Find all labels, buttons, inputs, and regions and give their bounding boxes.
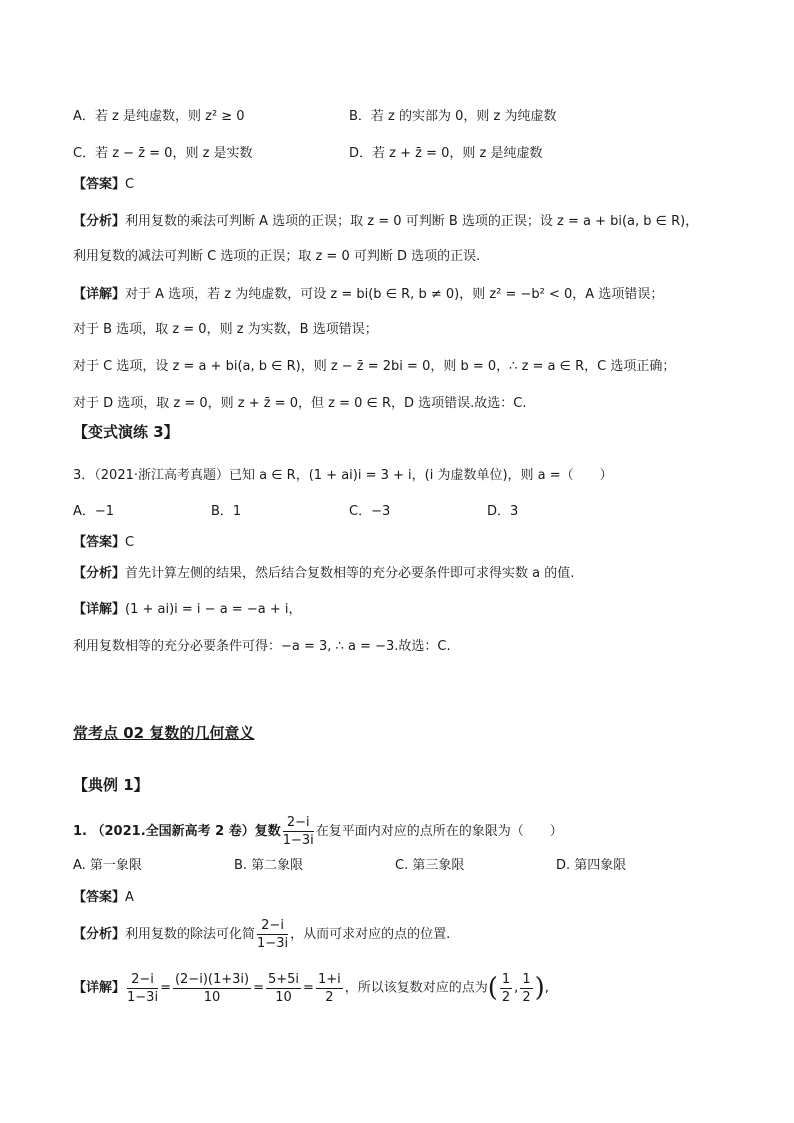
example-option-c: C. 第三象限 <box>395 858 465 873</box>
analysis-fraction <box>257 917 288 952</box>
example-answer-label: 【答案】 <box>73 890 126 905</box>
right-paren: ) <box>534 973 545 1003</box>
analysis-fraction-denominator: 1−3i <box>257 936 289 951</box>
example-analysis-prefix: 利用复数的除法可化简 <box>125 927 256 942</box>
detail-label: 【详解】 <box>73 287 126 302</box>
example-heading: 【典例 1】 <box>73 776 149 794</box>
example-analysis-line <box>73 915 450 955</box>
point-fraction-1 <box>500 971 512 1006</box>
detail-line-2: 对于 B 选项，取 z = 0，则 z 为实数，B 选项错误； <box>73 322 378 337</box>
variant-answer-line <box>73 533 134 553</box>
answer-label: 【答案】 <box>73 177 126 192</box>
variant-detail-label: 【详解】 <box>73 602 126 617</box>
section-title: 常考点 02 复数的几何意义 <box>73 724 255 742</box>
example-answer-line <box>73 888 134 908</box>
example-option-b: B. 第二象限 <box>234 858 304 873</box>
variant-option-b: B．1 <box>211 504 242 519</box>
example-analysis-suffix: ，从而可求对应的点的位置. <box>290 927 451 942</box>
example-question-prefix: 1. （2021.全国新高考 2 卷）复数 <box>73 824 281 839</box>
option-a: A．若 z 是纯虚数，则 z² ≥ 0 <box>73 109 245 124</box>
point-fraction-2-numerator: 1 <box>522 971 531 987</box>
detail-line-4: 对于 D 选项，取 z = 0，则 z + z̄ = 0，但 z = 0 ∈ R，D 选项错误.故选：C. <box>73 396 527 411</box>
analysis-label: 【分析】 <box>73 214 126 229</box>
analysis-fraction-numerator: 2−i <box>257 917 288 935</box>
question-fraction <box>283 814 314 849</box>
question-fraction-numerator: 2−i <box>283 814 314 832</box>
variant-analysis-text: 首先计算左侧的结果，然后结合复数相等的充分必要条件即可求得实数 a 的值. <box>125 566 575 581</box>
example-detail-line: 【详解】 $\frac{2-i}{1-3i}$ = $\frac{(2-i)(1+3i)}{10}$ = $\frac{5+5i}{10}$ = $\frac{1+i}{2}$ ，所以该复数对应的点为( $\frac{1}{2}$ , $\frac{1}{2}$ ), <box>73 971 549 1005</box>
variant-question: 3．（2021·浙江高考真题）已知 a ∈ R，(1 + ai)i = 3 + i，(i 为虚数单位)，则 a =（ ） <box>73 468 613 483</box>
option-b: B．若 z 的实部为 0，则 z 为纯虚数 <box>349 109 557 124</box>
detail-fraction-2 <box>173 971 251 1006</box>
variant-heading: 【变式演练 3】 <box>73 423 179 441</box>
point-fraction-2-denominator: 2 <box>522 989 531 1005</box>
detail-line-1 <box>73 285 663 305</box>
detail-fraction-4 <box>316 971 343 1006</box>
example-detail-label: 【详解】 <box>73 980 126 996</box>
variant-detail-text-1: (1 + ai)i = i − a = −a + i， <box>125 602 302 617</box>
point-fraction-2 <box>520 971 532 1006</box>
answer-value: C <box>125 177 135 192</box>
detail-fraction-2-numerator: (2−i)(1+3i) <box>174 971 250 987</box>
detail-fraction-1 <box>127 971 158 1006</box>
variant-option-d: D．3 <box>487 504 519 519</box>
question-fraction-denominator: 1−3i <box>282 833 314 848</box>
analysis-text-1: 利用复数的乘法可判断 A 选项的正误；取 z = 0 可判断 B 选项的正误；设 z = a + bi(a, b ∈ R)， <box>125 214 699 229</box>
detail-fraction-1-numerator: 2−i <box>127 971 158 989</box>
example-analysis-label: 【分析】 <box>73 927 126 942</box>
variant-answer-value: C <box>125 535 135 550</box>
variant-analysis-label: 【分析】 <box>73 566 126 581</box>
left-paren: ( <box>487 973 498 1003</box>
detail-fraction-3 <box>266 971 301 1006</box>
detail-line-3: 对于 C 选项，设 z = a + bi(a, b ∈ R)，则 z − z̄ = 2bi = 0，则 b = 0，∴ z = a ∈ R，C 选项正确； <box>73 359 676 374</box>
example-option-d: D. 第四象限 <box>556 858 627 873</box>
variant-detail-line-2: 利用复数相等的充分必要条件可得：−a = 3, ∴ a = −3.故选：C. <box>73 639 451 654</box>
analysis-line-2: 利用复数的减法可判断 C 选项的正误；取 z = 0 可判断 D 选项的正误. <box>73 249 481 264</box>
variant-detail-line-1 <box>73 600 301 620</box>
detail-fraction-4-denominator: 2 <box>325 989 334 1005</box>
answer-line <box>73 175 134 195</box>
option-d: D．若 z + z̄ = 0，则 z 是纯虚数 <box>349 146 543 161</box>
detail-fraction-3-denominator: 10 <box>275 989 292 1005</box>
variant-option-c: C．−3 <box>349 504 391 519</box>
detail-fraction-4-numerator: 1+i <box>317 971 341 987</box>
example-question-suffix: 在复平面内对应的点所在的象限为（ ） <box>315 824 563 839</box>
point-fraction-1-denominator: 2 <box>501 989 511 1005</box>
point-fraction-1-numerator: 1 <box>501 971 511 987</box>
detail-fraction-2-denominator: 10 <box>203 989 221 1005</box>
analysis-line-1 <box>73 212 698 232</box>
example-answer-value: A <box>125 890 134 905</box>
example-detail-text: ，所以该复数对应的点为 <box>344 980 488 996</box>
variant-option-a: A．−1 <box>73 504 115 519</box>
variant-analysis-line <box>73 564 574 584</box>
detail-fraction-1-denominator: 1−3i <box>127 989 159 1005</box>
detail-fraction-3-numerator: 5+5i <box>267 971 300 987</box>
example-option-a: A. 第一象限 <box>73 858 142 873</box>
example-question <box>73 812 563 852</box>
variant-answer-label: 【答案】 <box>73 535 126 550</box>
option-c: C．若 z − z̄ = 0，则 z 是实数 <box>73 146 253 161</box>
detail-text-1: 对于 A 选项，若 z 为纯虚数，可设 z = bi(b ∈ R, b ≠ 0)，则 z² = −b² < 0，A 选项错误； <box>125 287 664 302</box>
